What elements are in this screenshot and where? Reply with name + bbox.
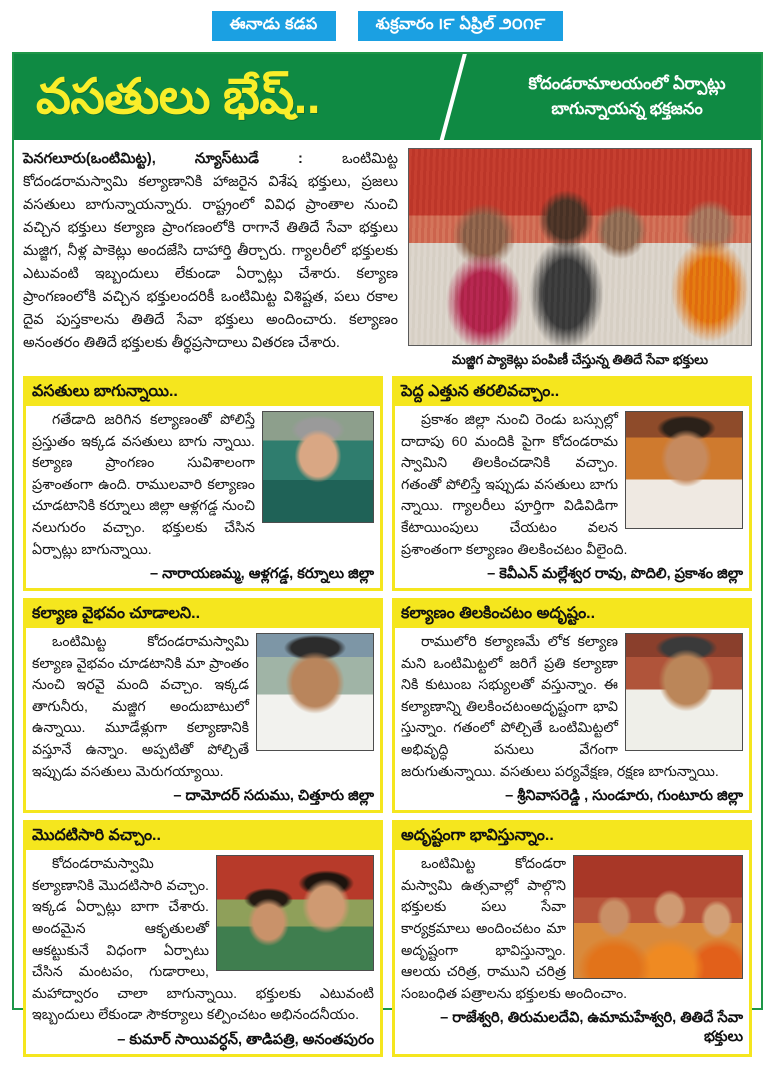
date-tag: శుక్రవారం ౹౯ ఏప్రిల్ ౨౦౧౯ [358,11,564,41]
testimonial-card-1 [23,376,383,591]
masthead-title-area [14,54,477,140]
card-attribution: – కుమార్ సాయివర్ధన్, తాడిపత్రి, అనంతపురం [117,1031,374,1048]
card-body-text: గతేడాది జరిగిన కల్యాణంతో పోలిస్తే ప్రస్తుతం ఇక్కడ వసతులు బాగు న్నాయి. కల్యాణ ప్రాంగణం సువిశాలంగా ప్రశాంతంగా ఉంది. రాములవారి కల్యాణం చూడటానికి కర్నూలు జిల్లా ఆళ్లగడ్డ నుంచి నలుగురం వచ్చాం. భక్తులకు చేసిన ఏర్పాట్లు బాగున్నాయి. [32,412,255,558]
card-attribution: – కెవీఎన్ మల్లేశ్వర రావు, పొదిలి, ప్రకాశం జిల్లా [487,566,743,583]
card-attribution: – శ్రీనివాసరెడ్డి , సుండూరు, గుంటూరు జిల్లా [505,788,743,805]
card-portrait-photo [625,411,743,529]
card-body [26,406,380,563]
card-portrait-photo [262,411,374,523]
lead-article-text [23,148,398,368]
card-portrait-photo [625,633,743,751]
card-attribution: – దామోదర్ సదుము, చిత్తూరు జిల్లా [173,788,374,805]
article-frame [12,52,763,1048]
card-body-text: కోదండరామస్వామి కల్యాణానికి మొదటిసారి వచ్చాం. ఇక్కడ ఏర్పాట్లు బాగా చేశారు. అందమైన ఆకృతులతో ఆకట్టుకునే విధంగా ఏర్పాటు చేసిన మంటపం, గుడారాలు, మహాద్వారం చాలా బాగున్నాయి. భక్తులకు ఎటువంటి ఇబ్బందులు లేకుండా సౌకర్యాలు కల్పించటం అభినందనీయం. [32,856,374,1024]
card-heading: మొదటిసారి వచ్చాం.. [26,823,380,850]
three-women-volunteers-image [574,856,742,978]
card-attribution: – రాజేశ్వరి, తిరుమలదేవి, ఉమామహేశ్వరి, తితిదే సేవా భక్తులు [440,1010,743,1046]
dateline: పెనగలూరు(ఒంటిమిట్ట), న్యూస్‌టుడే : [23,151,303,167]
lead-photo-caption: మజ్జిగ ప్యాకెట్లు పంపిణీ చేస్తున్న తితిదే సేవా భక్తులు [451,352,709,367]
card-heading: కల్యాణం తిలకించటం అదృష్టం.. [395,601,749,628]
testimonial-grid [14,372,761,1065]
card-heading: కల్యాణ వైభవం చూడాలని.. [26,601,380,628]
card-heading: వసతులు బాగున్నాయి.. [26,379,380,406]
card-body [395,406,749,563]
two-young-men-image [217,856,373,970]
man-with-tilak-image [626,412,742,528]
lead-article [14,140,761,372]
masthead-subtitle-line2: బాగున్నాయన్న భక్తజనం [551,99,703,118]
card-body-text: ఒంటిమిట్ట కోదండరా మస్వామి ఉత్సవాల్లో పాల్గొని భక్తులకు పలు సేవా కార్యక్రమాలు అందించటం మా అదృష్టంగా భావిస్తున్నాం. ఆలయ చరిత్ర, రాముని చరిత్ర సంబంధిత పత్రాలను భక్తులకు అందించాం. [401,856,628,1002]
card-body [395,850,749,1007]
masthead-subtitle-area [477,54,761,140]
testimonial-card-4 [392,598,752,813]
testimonial-card-5 [23,820,383,1057]
edition-tag: ఈనాడు కడప [212,11,336,41]
lead-photo [408,148,752,346]
masthead-subtitle-line1: కోదండరామాలయంలో ఏర్పాట్లు [528,74,726,93]
lead-body-text: ఒంటిమిట్ట కోదండరామస్వామి కల్యాణానికి హాజరైన విశేష భక్తులు, ప్రజలు వసతులు బాగున్నాయన్నారు. రాష్ట్రంలో వివిధ ప్రాంతాల నుంచి వచ్చిన భక్తులు కల్యాణ ప్రాంగణంలోకి రాగానే తితిదే సేవా భక్తులు మజ్జిగ, నీళ్ల పాకెట్లు అందజేసి దాహార్తి తీర్చారు. గ్యాలరీలో భక్తులకు ఎటువంటి ఇబ్బందులు లేకుండా ఏర్పాట్లు చేశారు. కల్యాణ ప్రాంగణంలోకి వచ్చిన భక్తులందరికీ ఒంటిమిట్ట విశిష్టత, పలు రకాల దైవ పుస్తకాలను తితిదే సేవా భక్తులు అందించారు. కల్యాణం అనంతరం తితిదే భక్తులకు తీర్థప్రసాదాలు వితరణ చేశారు. [23,151,398,352]
headline-title: వసతులు భేష్.. [36,69,321,124]
man-with-glasses-image [626,634,742,750]
card-portrait-photo [573,855,743,979]
stout-man-image [257,634,373,750]
card-attribution: – నారాయణమ్మ, ఆళ్లగడ్డ, కర్నూలు జిల్లా [149,566,374,583]
card-portrait-photo [256,633,374,751]
testimonial-card-2 [392,376,752,591]
card-body [26,628,380,785]
crowd-photo-image [409,149,751,345]
lead-photo-block [408,148,752,368]
card-body [395,628,749,785]
masthead [14,54,761,140]
card-body-text: ఒంటిమిట్ట కోదండరామస్వామి కల్యాణ వైభవం చూడటానికి మా ప్రాంతం నుంచి ఇరవై మంది వచ్చాం. ఇక్కడ తాగునీరు, మజ్జిగ అందుబాటులో ఉన్నాయి. మూడేళ్లుగా కల్యాణానికి వస్తూనే ఉన్నాం. అప్పటితో పోల్చితే ఇప్పుడు వసతులు మెరుగయ్యాయి. [32,634,249,780]
testimonial-card-3 [23,598,383,813]
card-portrait-photo [216,855,374,971]
card-body-text: రాములోరి కల్యాణమే లోక కల్యాణ మని ఒంటిమిట్టలో జరిగే ప్రతి కల్యాణా నికి కుటుంబ సభ్యులతో వస్తున్నాం. ఈ కల్యాణాన్ని తిలకించటంఅదృష్టంగా భావి స్తున్నాం. గతంలో పోల్చితే ఒంటిమిట్టలో అభివృద్ధి పనులు వేగంగా జరుగుతున్నాయి. వసతులు పర్యవేక్షణ, రక్షణ బాగున్నాయి. [401,634,719,780]
testimonial-card-6 [392,820,752,1057]
card-heading: పెద్ద ఎత్తున తరలివచ్చాం.. [395,379,749,406]
card-body-text: ప్రకాశం జిల్లా నుంచి రెండు బస్సుల్లో దాదాపు 60 మందికి పైగా కోదండరామ స్వామిని తిలకించడానికి వచ్చాం. గతంతో పోలిస్తే ఇప్పుడు వసతులు బాగు న్నాయి. గ్యాలరీలు పూర్తిగా విడివిడిగా కేటాయింపులు చేయటం వలన ప్రశాంతంగా కల్యాణం తిలకించటం వీలైంది. [401,412,628,558]
card-body [26,850,380,1029]
elderly-woman-image [263,412,373,522]
card-heading: అదృష్టంగా భావిస్తున్నాం.. [395,823,749,850]
top-tag-row [0,0,775,52]
